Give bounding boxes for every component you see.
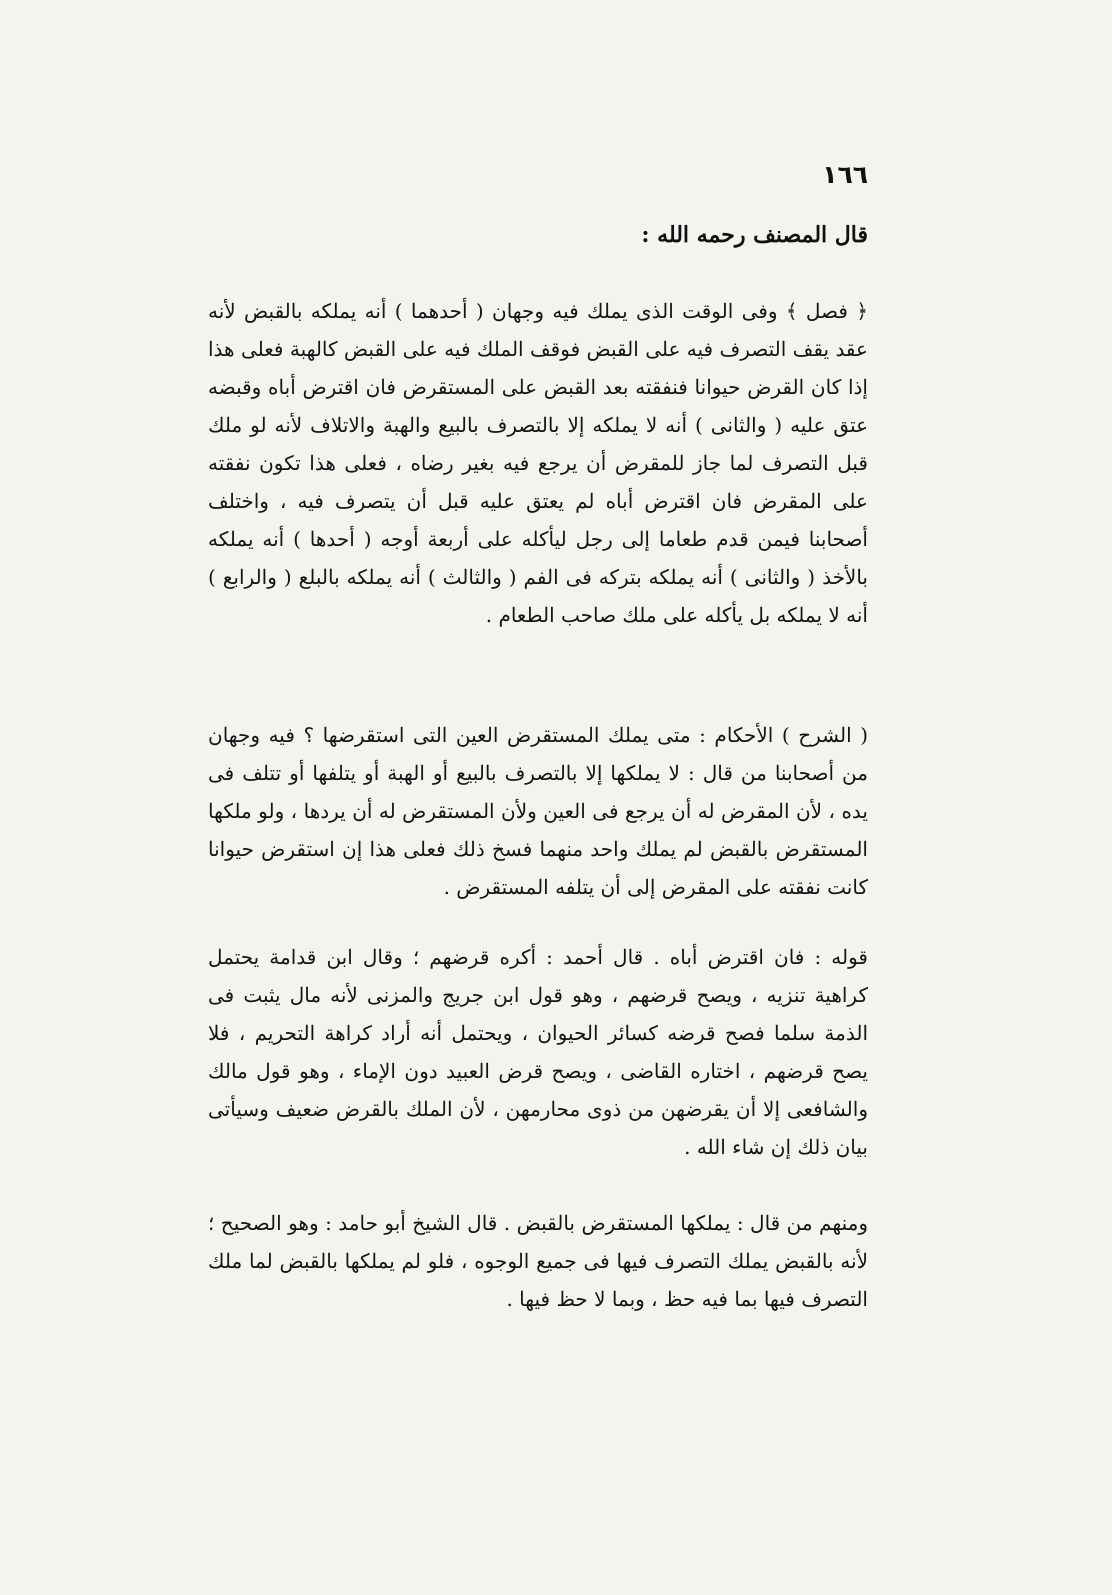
section-heading: قال المصنف رحمه الله : bbox=[641, 222, 868, 248]
paragraph-minhum: ومنهم من قال : يملكها المستقرض بالقبض . قال الشيخ أبو حامد : وهو الصحيح ؛ لأنه بالقبض يملك التصرف فيها فى جميع الوجوه ، فلو لم يملكها بالقبض لما ملك التصرف فيها بما فيه حظ ، وبما لا حظ فيها . bbox=[208, 1211, 868, 1311]
paragraph-fasl: ﴿ فصل ﴾ وفى الوقت الذى يملك فيه وجهان ( أحدهما ) أنه يملكه بالقبض لأنه عقد يقف التصرف فيه على القبض فوقف الملك فيه على القبض كالهبة فعلى هذا إذا كان القرض حيوانا فنفقته بعد القبض على المستقرض فان اقترض أباه وقبضه عتق عليه ( والثانى ) أنه لا يملكه إلا بالتصرف بالبيع والهبة والاتلاف لأنه لو ملك قبل التصرف لما جاز للمقرض أن يرجع فيه بغير رضاه ، فعلى هذا تكون نفقته على المقرض فان اقترض أباه لم يعتق عليه قبل أن يتصرف فيه ، واختلف أصحابنا فيمن قدم طعاما إلى رجل ليأكله على أربعة أوجه ( أحدها ) أنه يملكه بالأخذ ( والثانى ) أنه يملكه بتركه فى الفم ( والثالث ) أنه يملكه بالبلع ( والرابع ) أنه لا يملكه بل يأكله على ملك صاحب الطعام . bbox=[208, 299, 868, 627]
paragraph-sharh: ( الشرح ) الأحكام : متى يملك المستقرض العين التى استقرضها ؟ فيه وجهان من أصحابنا من قال : لا يملكها إلا بالتصرف بالبيع أو الهبة أو يتلفها أو تتلف فى يده ، لأن المقرض له أن يرجع فى العين ولأن المستقرض له أن يردها ، ولو ملكها المستقرض بالقبض لم يملك واحد منهما فسخ ذلك فعلى هذا إن استقرض حيوانا كانت نفقته على المقرض إلى أن يتلفه المستقرض . bbox=[208, 723, 868, 899]
page-number: ١٦٦ bbox=[822, 160, 868, 189]
paragraph-qawluhu: قوله : فان اقترض أباه . قال أحمد : أكره قرضهم ؛ وقال ابن قدامة يحتمل كراهية تنزيه ، ويصح قرضهم ، وهو قول ابن جريج والمزنى لأنه مال يثبت فى الذمة سلما فصح قرضه كسائر الحيوان ، ويحتمل أنه أراد كراهة التحريم ، فلا يصح قرضهم ، اختاره القاضى ، ويصح قرض العبيد دون الإماء ، وهو قول مالك والشافعى إلا أن يقرضهن من ذوى محارمهن ، لأن الملك بالقرض ضعيف وسيأتى بيان ذلك إن شاء الله . bbox=[208, 945, 868, 1159]
